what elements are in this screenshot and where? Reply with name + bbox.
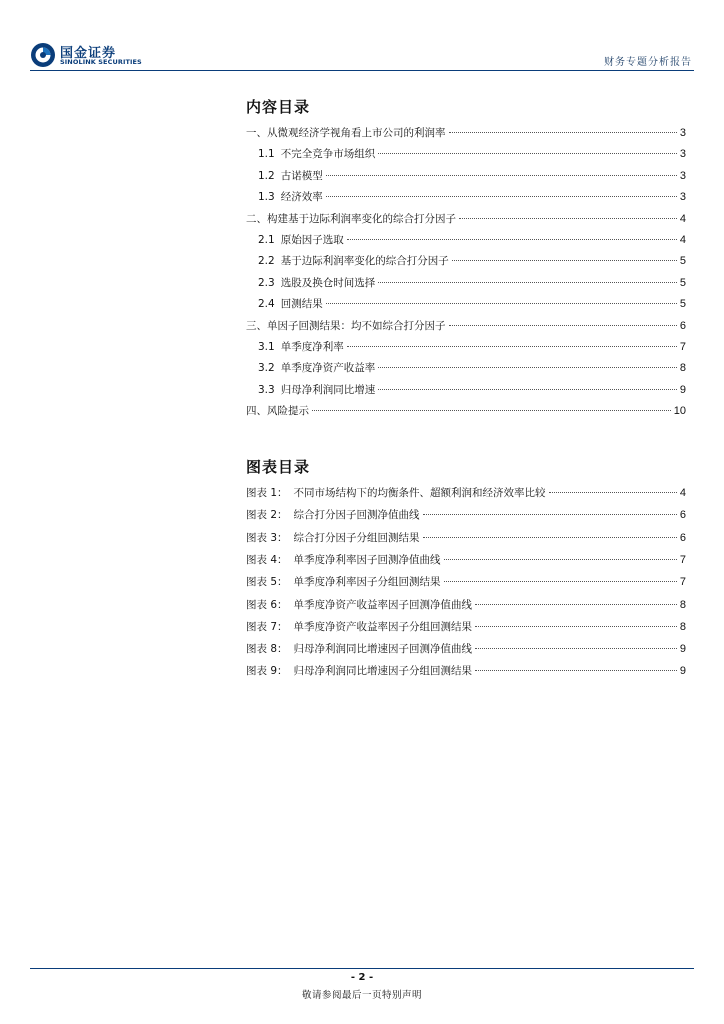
report-type: 财务专题分析报告 — [604, 57, 692, 68]
toc-entry-number: 图表 4： — [246, 553, 288, 566]
toc-entry-page: 10 — [673, 405, 686, 418]
toc-entry[interactable] — [246, 598, 686, 612]
toc-entry-text: 选股及换仓时间选择 — [280, 276, 376, 289]
toc-entry[interactable] — [246, 642, 686, 656]
toc-entry[interactable] — [246, 486, 686, 500]
toc-entry-page: 7 — [679, 576, 686, 589]
dot-leader — [475, 626, 677, 627]
toc-entry-page: 3 — [679, 191, 686, 204]
figures-title: 图表目录 — [246, 458, 311, 476]
toc-title: 内容目录 — [246, 98, 311, 116]
toc-entry-text: 归母净利润同比增速因子回测净值曲线 — [293, 643, 473, 656]
toc-entry-text: 综合打分因子分组回测结果 — [293, 531, 420, 544]
dot-leader — [423, 514, 677, 515]
toc-entry-text: 三、单因子回测结果：均不如综合打分因子 — [246, 319, 446, 332]
toc-entry-page: 6 — [679, 531, 686, 544]
toc-entry-label — [246, 620, 472, 634]
toc-entry[interactable] — [258, 361, 686, 375]
toc-entry-page: 5 — [679, 298, 686, 311]
toc-entry[interactable] — [246, 404, 686, 418]
toc-entry[interactable] — [258, 254, 686, 268]
toc-entry-page: 4 — [679, 487, 686, 499]
toc-entry-label — [246, 553, 441, 567]
toc-entry-text: 单季度净资产收益率 — [280, 362, 376, 375]
toc-entry[interactable] — [246, 664, 686, 678]
toc-entry-page: 8 — [679, 362, 686, 375]
toc-entry-text: 不同市场结构下的均衡条件、超额利润和经济效率比较 — [293, 487, 546, 499]
dot-leader — [326, 303, 677, 304]
page-header — [0, 0, 724, 72]
toc-entry-number: 3.2 — [258, 362, 275, 375]
dot-leader — [459, 218, 677, 219]
toc-entry[interactable] — [258, 276, 686, 290]
toc-entry-text: 归母净利润同比增速因子分组回测结果 — [293, 665, 473, 678]
dot-leader — [378, 153, 677, 154]
toc-entry[interactable] — [246, 319, 686, 333]
toc-entry-number: 2.4 — [258, 298, 275, 311]
dot-leader — [312, 410, 671, 411]
toc-entry-number: 图表 3： — [246, 531, 288, 544]
toc-entry-text: 回测结果 — [280, 298, 323, 311]
toc-entry-text: 基于边际利润率变化的综合打分因子 — [280, 255, 449, 268]
toc-entry-page: 8 — [679, 620, 686, 633]
sinolink-logo-icon — [30, 42, 56, 68]
dot-leader — [423, 537, 677, 538]
toc-entry-label — [246, 319, 446, 333]
toc-entry-number: 图表 2： — [246, 509, 288, 522]
toc-entry-number: 3.3 — [258, 383, 275, 396]
dot-leader — [326, 196, 677, 197]
toc-entry-label — [246, 642, 472, 656]
footer-rule — [30, 968, 694, 969]
toc-entry-number: 2.1 — [258, 234, 275, 246]
toc-entry-label — [258, 297, 323, 311]
toc-entry-text: 二、构建基于边际利润率变化的综合打分因子 — [246, 212, 456, 225]
toc-entry[interactable] — [246, 620, 686, 634]
toc-entry-page: 5 — [679, 276, 686, 289]
toc-entry-label — [258, 254, 449, 268]
toc-entry-number: 图表 1： — [246, 487, 288, 499]
toc-entry-number: 2.2 — [258, 255, 275, 268]
toc-entry-label — [258, 169, 323, 183]
toc-entry-number: 2.3 — [258, 276, 275, 289]
toc-entry-label — [258, 190, 323, 204]
toc-entry-page: 5 — [679, 255, 686, 268]
toc-entry-number: 图表 9： — [246, 665, 288, 678]
toc-entry[interactable] — [246, 508, 686, 522]
toc-entry-text: 单季度净资产收益率因子分组回测结果 — [293, 620, 473, 633]
toc-entry-label — [246, 212, 456, 226]
toc-entry-label — [258, 233, 344, 247]
toc-entry-number: 1.1 — [258, 148, 275, 161]
toc-entry-label — [246, 508, 420, 522]
logo-english-name: SINOLINK SECURITIES — [60, 58, 142, 66]
company-logo — [30, 42, 160, 68]
dot-leader — [378, 389, 677, 390]
toc-entry-page: 3 — [679, 169, 686, 182]
toc-entry-page: 9 — [679, 665, 686, 678]
toc-entry-text: 经济效率 — [280, 191, 323, 204]
toc-entry-label — [246, 531, 420, 545]
toc-entry-number: 图表 7： — [246, 620, 288, 633]
toc-entry-number: 1.2 — [258, 169, 275, 182]
dot-leader — [347, 239, 677, 240]
toc-entry-number: 图表 6： — [246, 598, 288, 611]
toc-entry-page: 6 — [679, 509, 686, 522]
toc-entry-label — [246, 598, 472, 612]
toc-entry-text: 原始因子选取 — [280, 234, 344, 246]
logo-chinese-name: 国金证券 — [60, 46, 117, 61]
toc-entry[interactable] — [258, 233, 686, 247]
toc-entry[interactable] — [258, 190, 686, 204]
toc-entry-page: 6 — [679, 319, 686, 332]
toc-entry-page: 4 — [679, 212, 686, 225]
toc-entry[interactable] — [258, 169, 686, 183]
toc-entry-page: 3 — [679, 127, 686, 139]
toc-entry-page: 3 — [679, 148, 686, 161]
toc-entry-text: 古诺模型 — [280, 169, 323, 182]
toc-entry-text: 单季度净利率因子分组回测结果 — [293, 576, 441, 589]
dot-leader — [475, 648, 677, 649]
page-number: - 2 - — [350, 972, 374, 983]
toc-entry-label — [246, 404, 309, 418]
disclaimer-note: 敬请参阅最后一页特别声明 — [301, 990, 422, 1001]
toc-entry[interactable] — [246, 212, 686, 226]
toc-entry-page: 9 — [679, 643, 686, 656]
toc-entry-label — [246, 664, 472, 678]
toc-entry-label — [258, 276, 375, 290]
dot-leader — [449, 132, 677, 133]
toc-entry[interactable] — [258, 297, 686, 311]
toc-entry-label — [258, 340, 344, 354]
toc-entry[interactable] — [246, 553, 686, 567]
dot-leader — [452, 260, 677, 261]
toc-entry-text: 单季度净利率因子回测净值曲线 — [293, 553, 441, 566]
toc-entry-number: 3.1 — [258, 341, 275, 353]
dot-leader — [475, 670, 677, 671]
dot-leader — [378, 367, 677, 368]
toc-entry-page: 8 — [679, 598, 686, 611]
dot-leader — [326, 175, 677, 176]
toc-entry[interactable] — [246, 531, 686, 545]
dot-leader — [449, 325, 677, 326]
toc-entry-label — [246, 486, 546, 500]
toc-entry-text: 单季度净资产收益率因子回测净值曲线 — [293, 598, 473, 611]
toc-entry-label — [246, 126, 446, 140]
toc-entry-text: 一、从微观经济学视角看上市公司的利润率 — [246, 127, 446, 139]
toc-entry-label — [258, 361, 375, 375]
toc-entry-number: 图表 8： — [246, 643, 288, 656]
toc-entry-text: 归母净利润同比增速 — [280, 383, 376, 396]
toc-entry-text: 单季度净利率 — [280, 341, 344, 353]
toc-entry-page: 4 — [679, 234, 686, 246]
toc-entry-number: 1.3 — [258, 191, 275, 204]
toc-entry[interactable] — [258, 383, 686, 397]
toc-entry-label — [258, 147, 375, 161]
toc-entry-text: 不完全竞争市场组织 — [280, 148, 376, 161]
toc-entry[interactable] — [258, 147, 686, 161]
header-rule — [30, 70, 694, 71]
toc-entry[interactable] — [246, 126, 686, 140]
dot-leader — [549, 492, 677, 493]
dot-leader — [347, 346, 677, 347]
toc-entry-page: 7 — [679, 341, 686, 353]
toc-entry[interactable] — [258, 340, 686, 354]
dot-leader — [444, 581, 677, 582]
dot-leader — [378, 282, 677, 283]
toc-entry[interactable] — [246, 575, 686, 589]
toc-entry-label — [246, 575, 441, 589]
toc-entry-text: 综合打分因子回测净值曲线 — [293, 509, 420, 522]
toc-entry-page: 7 — [679, 553, 686, 566]
dot-leader — [475, 604, 677, 605]
toc-entry-label — [258, 383, 375, 397]
toc-entry-number: 图表 5： — [246, 576, 288, 589]
dot-leader — [444, 559, 677, 560]
toc-entry-page: 9 — [679, 383, 686, 396]
toc-entry-text: 四、风险提示 — [246, 405, 309, 418]
